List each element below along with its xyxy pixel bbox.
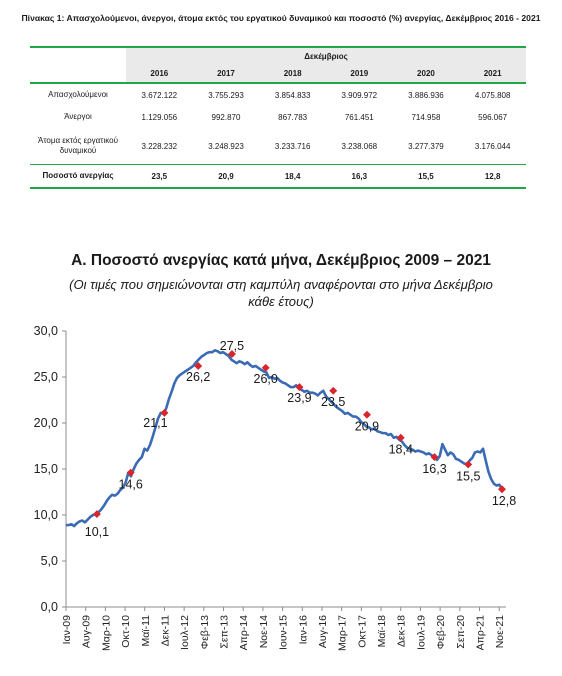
data-label: 15,5 [456,469,481,484]
data-label: 18,4 [388,442,413,457]
y-tick-label: 5,0 [40,554,58,568]
table-caption: Πίνακας 1: Απασχολούμενοι, άνεργοι, άτομα εκτός του εργατικού δυναμικού και ποσοστό (%) ανεργίας, Δεκέμβριος 2016 - 2021 [21,13,541,23]
table-cell: 596.067 [478,112,508,122]
year-header: 2017 [193,64,260,83]
data-label: 23,9 [287,391,312,406]
x-tick-label: Αυγ-16 [316,615,329,649]
table-cell: 3.248.923 [208,141,244,151]
x-tick-label: Ιαν-09 [61,615,73,645]
data-label: 27,5 [219,339,245,353]
x-tick-label: Νοε-14 [257,615,270,649]
table-cell: 16,3 [326,165,393,189]
y-tick-label: 30,0 [33,324,58,338]
x-tick-label: Απρ-14 [238,615,251,651]
x-tick-label: Μαϊ-18 [376,615,389,648]
table-cell: 12,8 [459,165,526,189]
table-cell: 1.129.056 [141,112,178,122]
data-label: 21,1 [143,415,168,430]
table-cell: 3.854.833 [274,90,311,100]
december-marker [397,434,405,442]
y-tick-label: 15,0 [33,462,58,476]
x-tick-label: Ιουν-15 [277,615,290,650]
table-cell: 20,9 [193,165,260,189]
x-tick-label: Μαρ-17 [336,615,349,651]
table-cell: 992.870 [211,112,241,122]
table-cell: 23,5 [126,165,193,189]
x-tick-label: Ιαν-16 [297,615,310,645]
data-label: 26,0 [253,371,278,386]
table-cell: 3.755.293 [208,90,244,100]
x-tick-label: Δεκ-18 [395,615,408,648]
december-marker [464,460,472,468]
table-cell: 4.075.808 [474,90,511,100]
data-label: 20,9 [354,419,380,434]
x-tick-label: Ιουλ-12 [179,615,192,650]
year-header: 2019 [326,64,393,83]
table-cell: 18,4 [259,165,326,189]
table-cell: 867.783 [278,112,308,122]
row-label-unemployed: Άνεργοι [64,112,92,121]
x-tick-label: Μαϊ-11 [139,615,152,647]
unemployment-series-line [66,350,502,526]
table-cell: 761.451 [344,112,374,122]
row-label-inactive: Άτομα εκτός εργατικού δυναμικού [38,136,118,155]
x-tick-label: Νοε-21 [494,615,507,649]
y-tick-label: 0,0 [40,600,58,614]
year-header: 2016 [126,64,193,83]
year-header: 2020 [393,64,460,83]
group-header: Δεκέμβριος [126,47,526,64]
x-tick-label: Σεπ-13 [218,615,231,649]
chart-subtitle: (Οι τιμές που σημειώνονται στη καμπύλη αναφέρονται στο μήνα Δεκέμβριο κάθε έτους) [69,277,493,309]
data-label: 23,5 [321,394,346,409]
data-label: 26,2 [186,369,211,384]
x-tick-label: Φεβ-20 [435,615,448,650]
december-marker [329,387,337,395]
table-cell: 3.238.068 [341,141,378,151]
data-label: 16,3 [422,462,447,477]
table-cell: 3.277.379 [408,141,444,151]
x-tick-label: Οκτ-10 [120,615,133,648]
y-tick-label: 25,0 [33,370,58,384]
december-marker [363,411,371,419]
x-tick-label: Σεπ-20 [454,615,467,649]
chart-title: Α. Ποσοστό ανεργίας κατά μήνα, Δεκέμβριος 2009 – 2021 [71,252,491,269]
table-cell: 3.176.044 [474,141,511,151]
table-cell: 15,5 [393,165,460,189]
year-header: 2018 [259,64,326,83]
y-tick-label: 20,0 [33,416,58,430]
data-label: 10,1 [84,525,110,540]
table-cell: 3.228.232 [141,141,178,151]
x-tick-label: Οκτ-17 [356,615,369,648]
x-tick-label: Ιουλ-19 [415,615,428,650]
data-label: 12,8 [491,494,517,509]
y-tick-label: 10,0 [33,508,58,522]
table-cell: 3.886.936 [408,90,444,100]
data-label: 14,6 [118,477,143,492]
x-tick-label: Αυγ-09 [80,615,93,649]
x-tick-label: Φεβ-13 [198,615,211,650]
x-tick-label: Απρ-21 [474,615,487,651]
table-cell: 714.958 [411,112,441,122]
x-tick-label: Δεκ-11 [159,615,172,647]
table-cell: 3.672.122 [141,90,178,100]
row-label-employed: Απασχολούμενοι [48,90,108,99]
row-label-unemployment-rate: Ποσοστό ανεργίας [30,165,126,189]
year-header: 2021 [459,64,526,83]
x-tick-label: Μαρ-10 [100,615,113,651]
table-cell: 3.233.716 [274,141,311,151]
table-cell: 3.909.972 [341,90,378,100]
